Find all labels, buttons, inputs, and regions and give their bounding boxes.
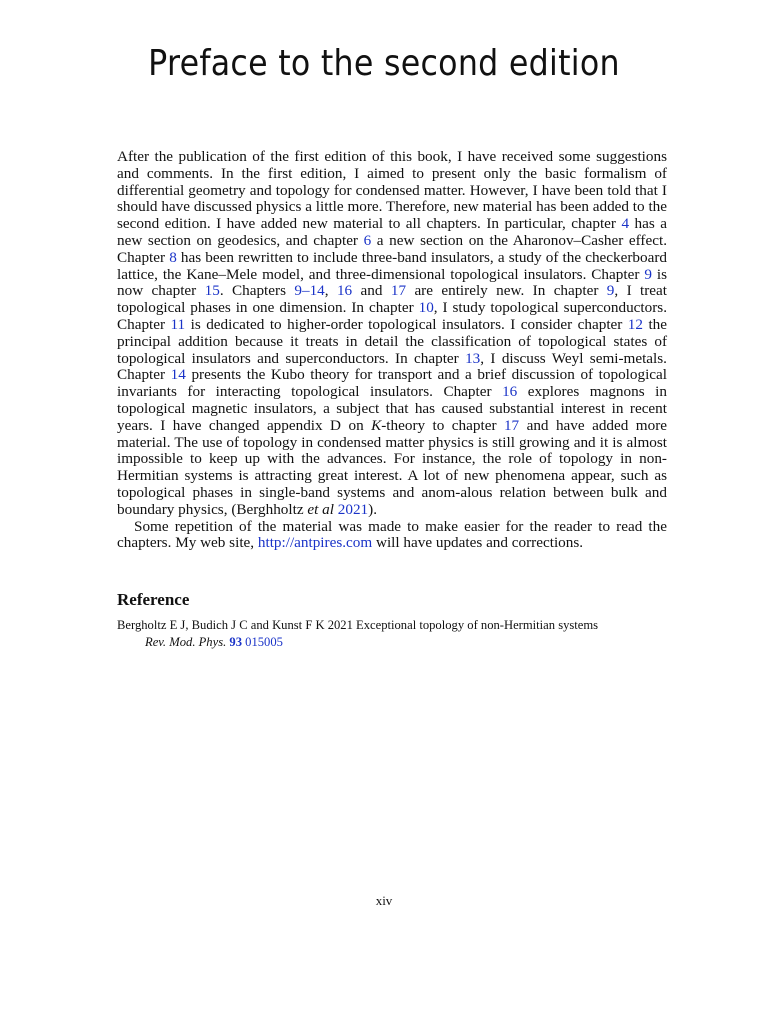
page-number: xiv	[375, 893, 393, 908]
reference-article-link[interactable]: 015005	[245, 634, 283, 649]
chapter-link[interactable]: 10	[418, 299, 434, 317]
chapter-link[interactable]: 15	[204, 282, 220, 300]
reference-journal: Rev. Mod. Phys.	[145, 634, 227, 649]
body-text: the principal addition because it treats in detail the classification of topological states of topological insulators and superconductors. In chapter	[117, 315, 667, 367]
body-text: are entirely new. In chapter	[406, 282, 607, 300]
body-text: presents the Kubo theory for transport and a brief discussion of topological invariants for interacting topological insulators. Chapter	[117, 366, 668, 401]
chapter-link[interactable]: 16	[502, 383, 518, 401]
body-text: ,	[324, 282, 337, 300]
reference-entry	[117, 617, 667, 650]
chapter-link[interactable]: 2021	[337, 500, 369, 518]
body-text: explores magnons in topological magnetic insulators, a subject that has caused substantial interest in recent years. I have changed appendix D on	[117, 383, 667, 434]
italic-text: K	[371, 416, 382, 434]
chapter-link[interactable]: 13	[465, 349, 481, 367]
body-text: After the publication of the first edition of this book, I have received some suggestions and comments. In the first edition, I aimed to present only the basic formalism of differential geometry and topology for condensed matter. However, I have been told that I should have discussed physics a little more. Therefore, new material has been added to the second edition. I have added new material to all chapters. In particular, chapter	[117, 148, 667, 233]
chapter-link[interactable]: 9	[606, 282, 615, 300]
chapter-link[interactable]: http://antpires.com	[257, 534, 373, 552]
chapter-link[interactable]: 17	[503, 416, 520, 434]
chapter-link[interactable]: 6	[363, 231, 372, 249]
chapter-link[interactable]: 17	[390, 282, 407, 300]
chapter-link[interactable]: 12	[627, 315, 643, 333]
body-text: ).	[368, 500, 377, 518]
reference-line-1	[117, 617, 667, 634]
page-title: Preface to the second edition	[148, 43, 620, 84]
body-text: has been rewritten to include three-band insulators, a study of the checkerboard lattice, the Kane–Mele model, and three-dimensional topological insulators. Chapter	[117, 248, 667, 283]
chapter-link[interactable]: 14	[170, 366, 186, 384]
reference-line-2	[117, 634, 667, 651]
chapter-link[interactable]: 8	[169, 248, 177, 266]
body-text: , I discuss Weyl semi-metals. Chapter	[117, 349, 667, 384]
body-text: -theory to chapter	[381, 416, 504, 434]
body-text: and	[352, 282, 391, 300]
preface-body	[117, 149, 667, 552]
chapter-link[interactable]: 4	[621, 215, 630, 233]
reference-authors: Bergholtz E J, Budich J C and Kunst F K 2021 Exceptional topology of non-Hermitian systems	[117, 618, 599, 632]
chapter-link[interactable]: 9	[644, 265, 652, 283]
body-text: a new section on the Aharonov–Casher effect. Chapter	[117, 231, 667, 266]
body-text: , I treat topological phases in one dimension. In chapter	[117, 282, 667, 317]
body-text: and have added more material. The use of topology in condensed matter physics is still growing and it is almost impossible to keep up with the advances. For instance, the role of topology in non-Hermitian systems is attracting great interest. A lot of new phenomena appear, such as topological phases in single-band systems and anom-alous relation between bulk and boundary physics, (Berghholtz	[117, 416, 667, 518]
body-text: , I study topological superconductors. Chapter	[117, 299, 667, 333]
reference-heading: Reference	[117, 590, 190, 609]
body-text: is now chapter	[117, 265, 667, 300]
italic-text: et al	[307, 500, 334, 518]
body-text: is dedicated to higher-order topological insulators. I consider chapter	[185, 315, 628, 333]
reference-volume-link[interactable]: 93	[229, 634, 242, 649]
chapter-link[interactable]: 9–14	[294, 282, 325, 300]
body-text: will have updates and corrections.	[372, 534, 584, 552]
body-text: Some repetition of the material was made to make easier for the reader to read the chapters. My web site,	[117, 517, 667, 552]
chapter-link[interactable]: 11	[170, 315, 186, 333]
paragraph-2	[117, 519, 667, 553]
body-text: has a new section on geodesics, and chapter	[117, 215, 667, 249]
body-text: . Chapters	[219, 282, 295, 300]
chapter-link[interactable]: 16	[336, 282, 353, 300]
paragraph-1	[117, 149, 667, 519]
